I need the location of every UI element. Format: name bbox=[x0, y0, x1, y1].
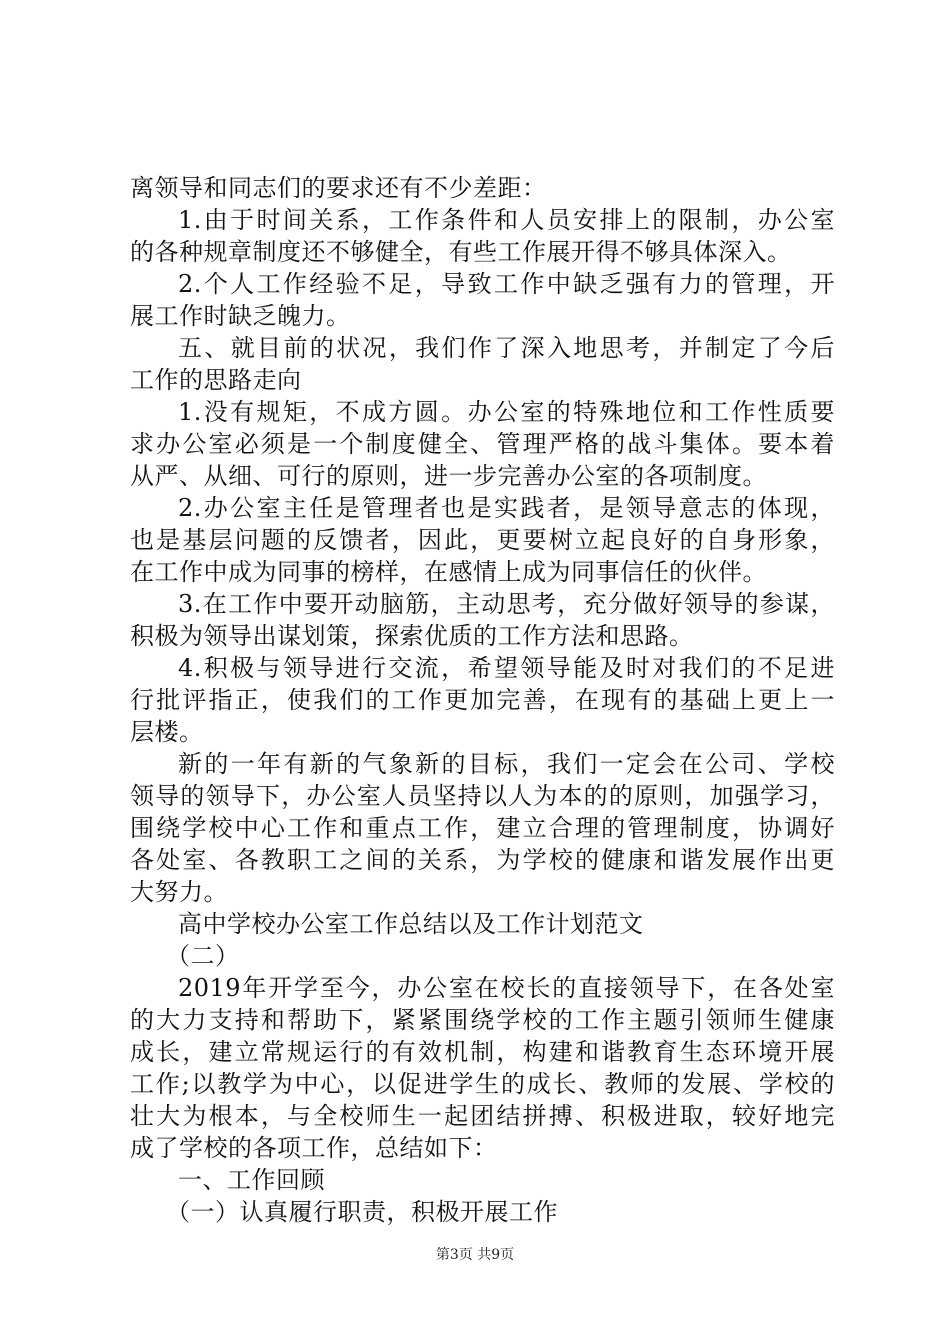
text-line: 2019年开学至今，办公室在校长的直接领导下，在各处室 bbox=[178, 974, 835, 1002]
text-line: 各处室、各教职工之间的关系，为学校的健康和谐发展作出更 bbox=[130, 846, 835, 874]
text-line: 在工作中成为同事的榜样，在感情上成为同事信任的伙伴。 bbox=[130, 558, 767, 586]
text-line: 成了学校的各项工作，总结如下： bbox=[130, 1134, 498, 1162]
text-line: 大努力。 bbox=[130, 878, 228, 906]
text-line: 成长，建立常规运行的有效机制，构建和谐教育生态环境开展 bbox=[130, 1038, 835, 1066]
text-line: 积极为领导出谋划策，探索优质的工作方法和思路。 bbox=[130, 622, 694, 650]
text-line: 也是基层问题的反馈者，因此，更要树立起良好的自身形象， bbox=[130, 526, 835, 554]
text-line: 1.由于时间关系，工作条件和人员安排上的限制，办公室 bbox=[178, 206, 835, 234]
text-line: 求办公室必须是一个制度健全、管理严格的战斗集体。要本着 bbox=[130, 430, 835, 458]
page-footer: 第3页 共9页 bbox=[435, 1247, 515, 1263]
text-line: 工作;以教学为中心，以促进学生的成长、教师的发展、学校的 bbox=[130, 1070, 835, 1098]
text-line: 离领导和同志们的要求还有不少差距： bbox=[130, 174, 547, 202]
text-line: 工作的思路走向 bbox=[130, 366, 302, 394]
text-line: 五、就目前的状况，我们作了深入地思考，并制定了今后 bbox=[178, 334, 835, 362]
text-line: 1.没有规矩，不成方圆。办公室的特殊地位和工作性质要 bbox=[178, 398, 835, 426]
text-line: 的各种规章制度还不够健全，有些工作展开得不够具体深入。 bbox=[130, 238, 792, 266]
text-line: 一、工作回顾 bbox=[178, 1166, 325, 1194]
text-line: 高中学校办公室工作总结以及工作计划范文 bbox=[178, 910, 644, 938]
text-line: 4.积极与领导进行交流，希望领导能及时对我们的不足进 bbox=[178, 654, 835, 682]
text-line: 行批评指正，使我们的工作更加完善，在现有的基础上更上一 bbox=[130, 686, 835, 714]
text-line: 3.在工作中要开动脑筋，主动思考，充分做好领导的参谋， bbox=[178, 590, 835, 618]
text-line: 壮大为根本，与全校师生一起团结拼搏、积极进取，较好地完 bbox=[130, 1102, 835, 1130]
text-line: 展工作时缺乏魄力。 bbox=[130, 302, 351, 330]
text-line: 的大力支持和帮助下，紧紧围绕学校的工作主题引领师生健康 bbox=[130, 1006, 835, 1034]
text-line: 2.个人工作经验不足，导致工作中缺乏强有力的管理，开 bbox=[178, 270, 835, 298]
text-line: 围绕学校中心工作和重点工作，建立合理的管理制度，协调好 bbox=[130, 814, 835, 842]
text-line: 2.办公室主任是管理者也是实践者，是领导意志的体现， bbox=[178, 494, 835, 522]
text-line: 层楼。 bbox=[130, 718, 204, 746]
text-line: 领导的领导下，办公室人员坚持以人为本的的原则，加强学习， bbox=[130, 782, 835, 810]
text-line: 从严、从细、可行的原则，进一步完善办公室的各项制度。 bbox=[130, 462, 767, 490]
document-body bbox=[130, 172, 835, 1228]
text-line: （二） bbox=[166, 942, 240, 970]
text-line: （一）认真履行职责，积极开展工作 bbox=[166, 1198, 558, 1226]
text-line: 新的一年有新的气象新的目标，我们一定会在公司、学校 bbox=[178, 750, 835, 778]
